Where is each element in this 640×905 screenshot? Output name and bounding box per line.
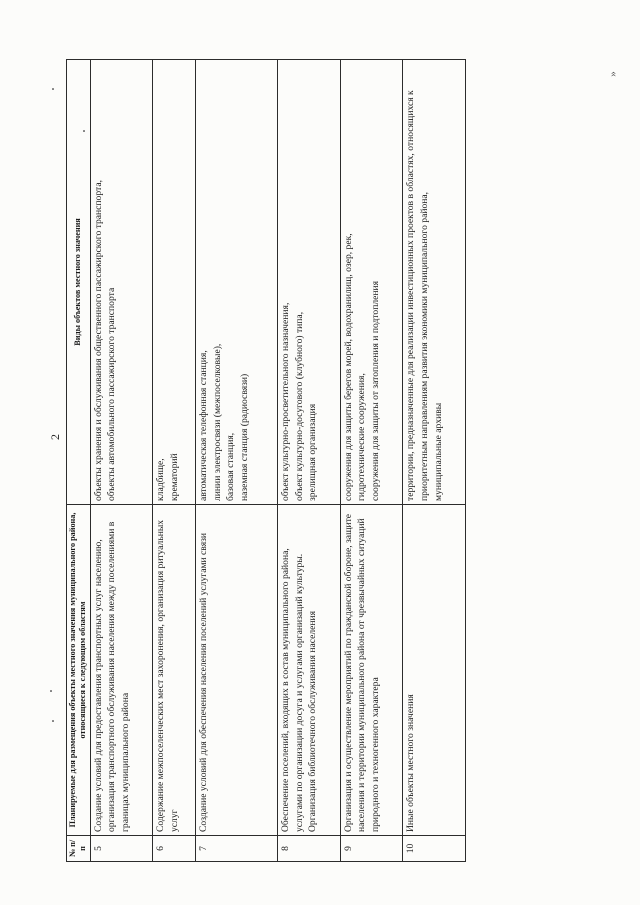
- table-row: [278, 60, 341, 862]
- planned-objects-cell: [90, 505, 153, 836]
- planned-objects-cell: [196, 505, 278, 836]
- object-kinds-cell: [153, 60, 196, 505]
- planned-objects-text: Создание условий для предоставления транспортных услуг населению, организация транспортного обслуживания населения между поселениями в границах муниципального района: [92, 521, 131, 832]
- row-number: 8: [278, 836, 341, 862]
- object-kind-item: базовая станция,: [225, 432, 237, 501]
- planned-objects-text: Организация и осуществление мероприятий по гражданской обороне, защите населения и территории муниципального района от чрезвычайных ситуаций природного и техногенного характера: [342, 513, 382, 832]
- header-number: № п/п: [67, 836, 91, 862]
- object-kind-item: объект культурно-просветительного назначения,: [280, 302, 292, 501]
- table-row: [90, 60, 153, 862]
- object-kind-item: объекты автомобильного пассажирского транспорта: [106, 287, 118, 501]
- scan-speck: [50, 690, 52, 692]
- objects-table-container: [66, 60, 466, 862]
- table-row: [403, 60, 466, 862]
- header-kinds: Виды объектов местного значения: [67, 60, 91, 505]
- object-kind-item: территории, предназначенные для реализации инвестиционных проектов в областях, относящихся к приоритетным направлениям развития экономики муниципального района,: [405, 90, 430, 501]
- planned-objects-cell: [153, 505, 196, 836]
- planned-objects-cell: [340, 505, 403, 836]
- row-number: 10: [403, 836, 466, 862]
- header-planned: Планируемые для размещения объекты местного значения муниципального района, относящиеся к следующим областям: [67, 505, 91, 836]
- object-kind-item: сооружения для защиты берегов морей, водохранилищ, озер, рек,: [342, 233, 354, 501]
- object-kinds-cell: [90, 60, 153, 505]
- table-row: [340, 60, 403, 862]
- object-kind-item: линии электросвязи (межпоселковые),: [211, 343, 223, 501]
- object-kind-item: объекты хранения и обслуживания общественного пассажирского транспорта,: [92, 180, 104, 501]
- object-kinds-cell: [403, 60, 466, 505]
- planned-objects-cell: [403, 505, 466, 836]
- object-kind-item: автоматическая телефонная станция,: [198, 350, 210, 501]
- object-kinds-cell: [278, 60, 341, 505]
- scan-speck: [52, 88, 54, 90]
- planned-objects-text: Содержание межпоселенческих мест захоронения, организация ритуальных услуг: [155, 519, 180, 832]
- object-kind-item: крематорий: [168, 453, 180, 501]
- object-kind-item: объект культурно-досугового (клубного) типа,: [293, 311, 305, 501]
- planned-objects-cell: [278, 505, 341, 836]
- table-header-row: [67, 60, 91, 862]
- scan-speck: [52, 720, 54, 722]
- row-number: 7: [196, 836, 278, 862]
- page-number: 2: [48, 434, 62, 440]
- object-kind-item: сооружения для защиты от затопления и подтопления: [370, 280, 382, 501]
- table-row: [196, 60, 278, 862]
- object-kind-item: кладбище,: [155, 458, 167, 501]
- object-kinds-cell: [196, 60, 278, 505]
- table-row: [153, 60, 196, 862]
- corner-mark: »: [607, 71, 619, 77]
- objects-table: [66, 59, 466, 862]
- object-kinds-cell: [340, 60, 403, 505]
- object-kind-item: зрелищная организация: [307, 403, 319, 501]
- planned-objects-text: Иные объекты местного значения: [405, 694, 417, 832]
- planned-objects-text: Создание условий для обеспечения населения поселений услугами связи: [198, 532, 210, 832]
- row-number: 6: [153, 836, 196, 862]
- planned-objects-text: Обеспечение поселений, входящих в состав муниципального района, услугами по организации досуга и услугами организаций культуры. Организация библиотечного обслуживания населения: [280, 548, 319, 832]
- row-number: 5: [90, 836, 153, 862]
- table-body: [90, 60, 466, 862]
- object-kind-item: гидротехнические сооружения,: [356, 373, 368, 501]
- object-kind-item: муниципальные архивы: [432, 402, 444, 501]
- object-kind-item: наземная станция (радиосвязи): [239, 373, 251, 501]
- row-number: 9: [340, 836, 403, 862]
